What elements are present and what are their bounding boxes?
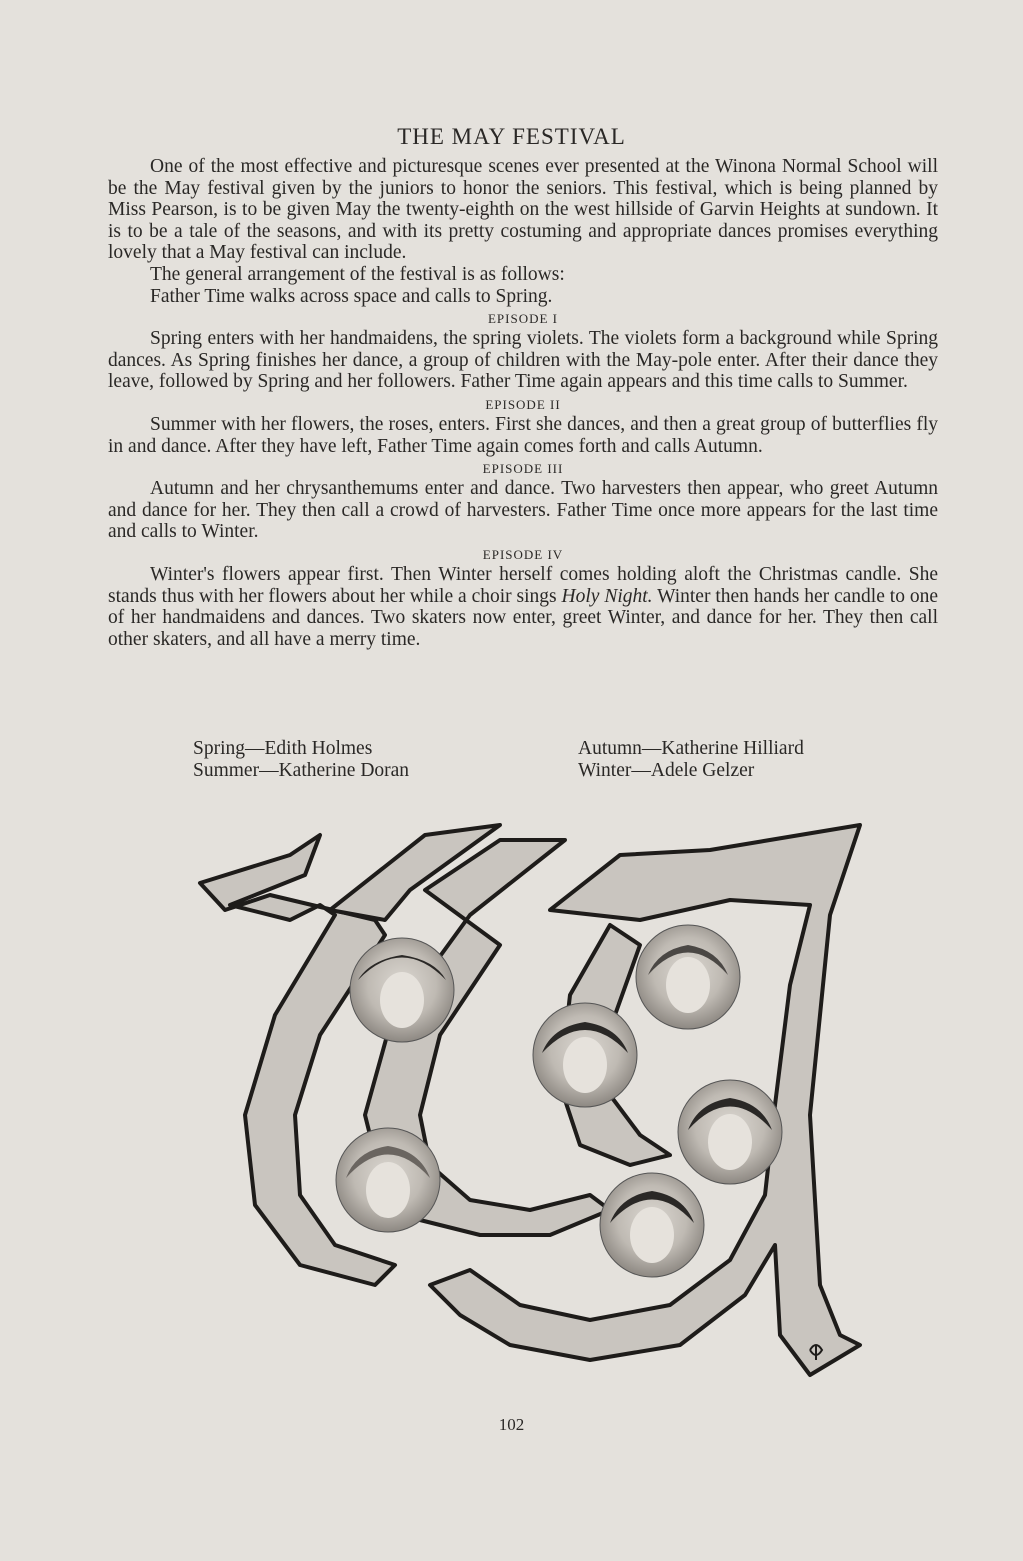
episode-1-heading: EPISODE I xyxy=(487,311,559,327)
portrait-1 xyxy=(350,938,454,1042)
episode-2-heading: EPISODE II xyxy=(485,396,561,412)
portrait-2 xyxy=(636,925,740,1029)
intro-paragraph: One of the most effective and picturesque scenes ever presented at the Winona Normal School will be the May festival given by the juniors to honor the seniors. This festival, which is being planned by Miss Pearson, is to be given May the twenty-eighth on the west hillside of Garvin Heights at sundown. It is to be a tale of the seasons, and with its pretty costuming and appropriate dances promises everything lovely that a May festival can include. xyxy=(108,156,938,264)
episode-2-text: Summer with her flowers, the roses, enters. First she dances, and then a great group of butterflies fly in and dance. After they have left, Father Time again comes forth and calls Autumn. xyxy=(108,413,938,457)
portrait-6 xyxy=(600,1173,704,1277)
body-text xyxy=(108,156,938,650)
cast-summer: Summer—Katherine Doran xyxy=(193,759,410,781)
intro-arrangement: The general arrangement of the festival is as follows: xyxy=(150,263,565,285)
cast-spring: Spring—Edith Holmes xyxy=(193,738,373,759)
episode-3-text: Autumn and her chrysanthemums enter and dance. Two harvesters then appear, who greet Autumn and dance for her. They then call a crowd of harvesters. Father Time once more appears for the last time and calls to Winter. xyxy=(108,478,938,543)
page-title: THE MAY FESTIVAL xyxy=(397,124,626,149)
episode-4-text-part: Winter's flowers appear first. Then Winter herself comes holding aloft the Christmas candle. She stands thus with her flowers about her while a choir sings xyxy=(108,563,938,607)
song-title: Holy Night. xyxy=(561,585,653,607)
portrait-5 xyxy=(336,1128,440,1232)
cast-winter: Winter—Adele Gelzer xyxy=(578,759,755,781)
episode-4-heading: EPISODE IV xyxy=(482,546,564,562)
intro-father-time: Father Time walks across space and calls to Spring. xyxy=(150,285,553,307)
episode-3-heading: EPISODE III xyxy=(482,461,564,477)
cast-list-left xyxy=(193,738,409,781)
page-number: 102 xyxy=(498,1415,525,1434)
episode-4-text xyxy=(108,564,938,650)
cast-list-right xyxy=(578,738,804,781)
portrait-3 xyxy=(533,1003,637,1107)
episode-4-text-part: Winter then hands her candle to one of her handmaidens and dances. Two skaters now enter, greet Winter, and dance for her. They then call other skaters, and all have a merry time. xyxy=(108,585,938,650)
portrait-4 xyxy=(678,1080,782,1184)
episode-1-text: Spring enters with her handmaidens, the spring violets. The violets form a background while Spring dances. As Spring finishes her dance, a group of children with the May-pole enter. After their dance they leave, followed by Spring and her followers. Father Time again appears and this time calls to Summer. xyxy=(108,328,938,393)
cast-autumn: Autumn—Katherine Hilliard xyxy=(578,738,804,759)
monogram-illustration xyxy=(170,815,870,1395)
